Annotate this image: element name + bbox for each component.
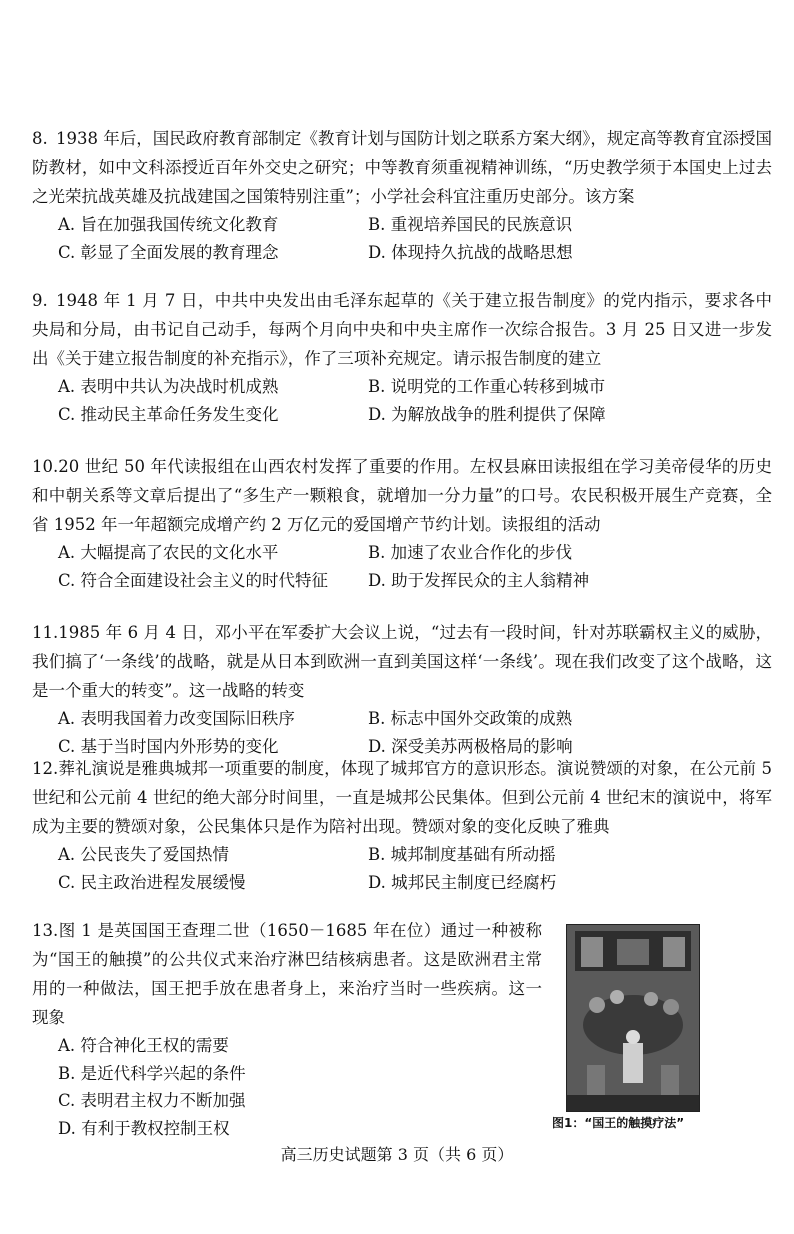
option-c: C. 彰显了全面发展的教育理念: [58, 242, 279, 262]
option-d: D. 助于发挥民众的主人翁精神: [368, 570, 590, 590]
question-11: [32, 618, 772, 760]
option-a: A. 符合神化王权的需要: [58, 1036, 229, 1055]
option-c: C. 推动民主革命任务发生变化: [58, 404, 279, 424]
option-d: D. 深受美苏两极格局的影响: [368, 736, 573, 756]
option-d: D. 有利于教权控制王权: [58, 1118, 230, 1138]
option-b: B. 说明党的工作重心转移到城市: [368, 377, 606, 396]
question-8: [32, 124, 772, 266]
options: [58, 705, 772, 760]
question-text: 1948 年 1 月 7 日，中共中央发出由毛泽东起草的《关于建立报告制度》的党内指示，要求各中央局和分局，由书记自己动手，每两个月向中央和中央主席作一次综合报告。3 月 25 日又进一步发出《关于建立报告制度的补充指示》，作了三项补充规定。请示报告制度的建立: [32, 291, 772, 368]
option-b: B. 是近代科学兴起的条件: [58, 1063, 246, 1083]
option-d: D. 为解放战争的胜利提供了保障: [368, 404, 606, 424]
question-number: 12.: [32, 759, 59, 778]
question-10: [32, 452, 772, 594]
figure-1-image: [566, 924, 700, 1112]
option-b: B. 标志中国外交政策的成熟: [368, 709, 573, 728]
question-stem: [32, 754, 772, 841]
question-stem: [32, 916, 542, 1032]
options: [58, 539, 772, 594]
question-text: 葬礼演说是雅典城邦一项重要的制度，体现了城邦官方的意识形态。演说赞颂的对象，在公元前 5 世纪和公元前 4 世纪的绝大部分时间里，一直是城邦公民集体。但到公元前 4 世纪末的演说中，将军成为主要的赞颂对象，公民集体只是作为陪衬出现。赞颂对象的变化反映了雅典: [32, 759, 772, 836]
option-d: D. 体现持久抗战的战略思想: [368, 242, 573, 262]
options: [58, 841, 772, 896]
option-a: A. 表明中共认为决战时机成熟: [58, 377, 279, 396]
question-text: 图 1 是英国国王查理二世（1650－1685 年在位）通过一种被称为“国王的触摸”的公共仪式来治疗淋巴结核病患者。这是欧洲君主常用的一种做法，国王把手放在患者身上，来治疗当时一些疾病。这一现象: [32, 921, 542, 1027]
option-a: A. 旨在加强我国传统文化教育: [58, 215, 279, 234]
question-number: 11.: [32, 623, 59, 642]
question-13: [32, 916, 542, 1142]
option-c: C. 符合全面建设社会主义的时代特征: [58, 570, 329, 590]
option-c: C. 基于当时国内外形势的变化: [58, 736, 279, 756]
option-b: B. 重视培养国民的民族意识: [368, 215, 573, 234]
question-number: 9.: [32, 291, 48, 310]
options: [58, 1032, 542, 1142]
option-c: C. 表明君主权力不断加强: [58, 1091, 246, 1110]
option-a: A. 公民丧失了爱国热情: [58, 845, 229, 864]
question-text: 1938 年后，国民政府教育部制定《教育计划与国防计划之联系方案大纲》，规定高等教育宜添授国防教材，如中文科添授近百年外交史之研究；中等教育须重视精神训练，“历史教学须于本国史上过去之光荣抗战英雄及抗战建国之国策特别注重”；小学社会科宜注重历史部分。该方案: [32, 129, 772, 206]
engraving-illustration: [567, 925, 699, 1111]
page-footer: 高三历史试题第 3 页（共 6 页）: [280, 1145, 514, 1164]
option-a: A. 大幅提高了农民的文化水平: [58, 543, 279, 562]
question-stem: [32, 286, 772, 373]
question-number: 10.: [32, 457, 59, 476]
option-d: D. 城邦民主制度已经腐朽: [368, 872, 557, 892]
question-stem: [32, 452, 772, 539]
figure-caption: 图1：“国王的触摸疗法”: [552, 1116, 685, 1130]
question-text: 20 世纪 50 年代读报组在山西农村发挥了重要的作用。左权县麻田读报组在学习美帝侵华的历史和中朝关系等文章后提出了“多生产一颗粮食，就增加一分力量”的口号。农民积极开展生产竞赛，全省 1952 年一年超额完成增产约 2 万亿元的爱国增产节约计划。读报组的活动: [32, 457, 772, 534]
option-c: C. 民主政治进程发展缓慢: [58, 872, 246, 892]
option-b: B. 加速了农业合作化的步伐: [368, 543, 573, 562]
options: [58, 211, 772, 266]
option-a: A. 表明我国着力改变国际旧秩序: [58, 709, 295, 728]
question-text: 1985 年 6 月 4 日，邓小平在军委扩大会议上说，“过去有一段时间，针对苏联霸权主义的威胁，我们搞了‘一条线’的战略，就是从日本到欧洲一直到美国这样‘一条线’。现在我们改变了这个战略，这是一个重大的转变”。这一战略的转变: [32, 623, 772, 700]
option-b: B. 城邦制度基础有所动摇: [368, 845, 556, 864]
question-12: [32, 754, 772, 896]
question-9: [32, 286, 772, 428]
question-stem: [32, 618, 772, 705]
options: [58, 373, 772, 428]
question-number: 13.: [32, 921, 59, 940]
question-number: 8.: [32, 129, 48, 148]
question-stem: [32, 124, 772, 211]
